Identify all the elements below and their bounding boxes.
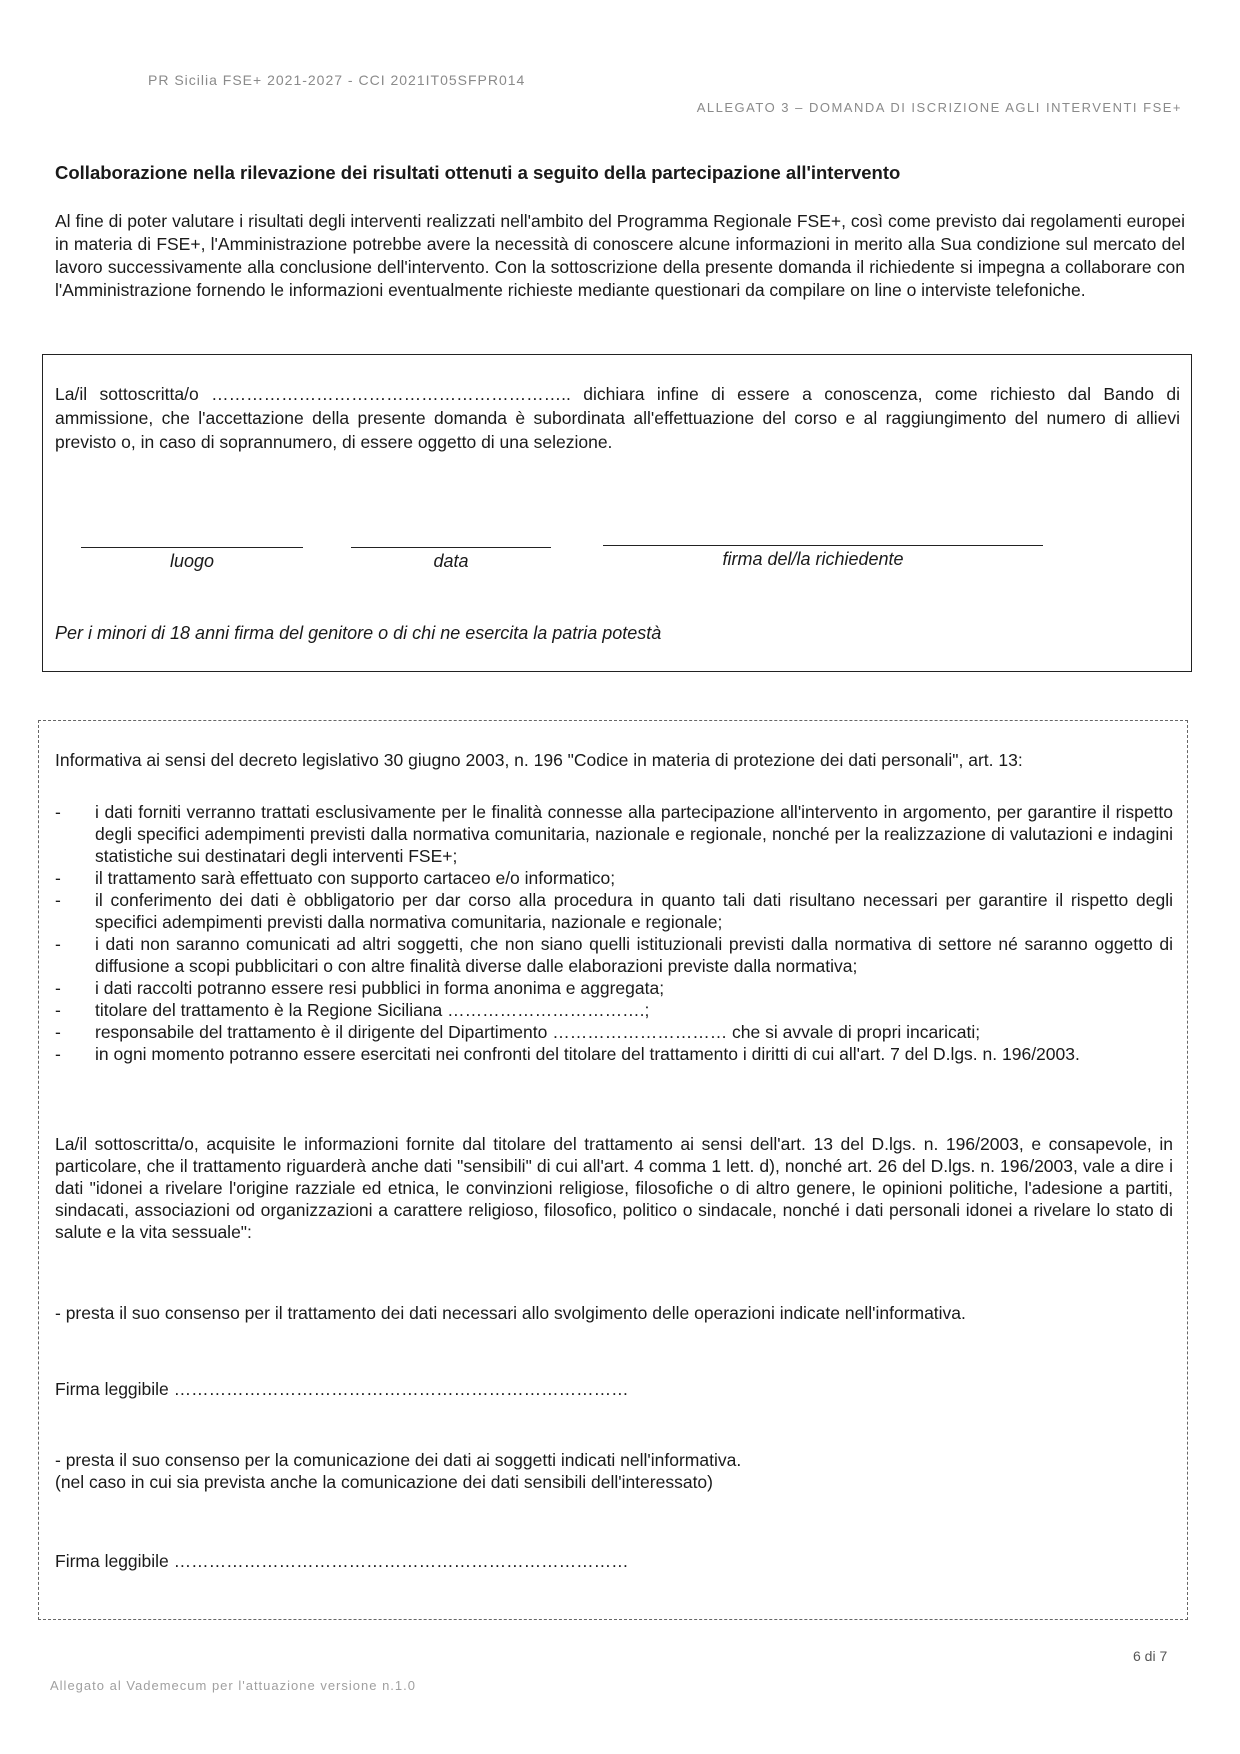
- page-number: 6 di 7: [1133, 1648, 1168, 1664]
- date-label: data: [433, 551, 469, 571]
- privacy-bullet-list: [55, 801, 1173, 1065]
- place-line[interactable]: [81, 547, 303, 548]
- section-body: Al fine di poter valutare i risultati degli interventi realizzati nell'ambito del Programma Regionale FSE+, così come previsto dai regolamenti europei in materia di FSE+, l'Amministrazione potrebbe avere la necessità di conoscere alcune informazioni in merito alla Sua condizione sul mercato del lavoro successivamente alla conclusione dell'intervento. Con la sottoscrizione della presente domanda il richiedente si impegna a collaborare con l'Amministrazione fornendo le informazioni eventualmente richieste mediante questionari da compilare on line o interviste telefoniche.: [55, 211, 1185, 300]
- list-item: - responsabile del trattamento è il dirigente del Dipartimento ………………………… che si avvale di propri incaricati;: [55, 1022, 981, 1042]
- header-annex-title: ALLEGATO 3 – DOMANDA DI ISCRIZIONE AGLI INTERVENTI FSE+: [696, 100, 1182, 115]
- list-item: - il conferimento dei dati è obbligatorio per dar corso alla procedura in quanto tali dati risultano necessari per garantire il rispetto degli specifici adempimenti previsti dalla normativa comunitaria, nazionale e regionale;: [55, 890, 1173, 932]
- privacy-intro: Informativa ai sensi del decreto legislativo 30 giugno 2003, n. 196 "Codice in materia di protezione dei dati personali", art. 13:: [55, 750, 1023, 770]
- privacy-box: [38, 720, 1188, 1620]
- consent-communication-line: - presta il suo consenso per la comunicazione dei dati ai soggetti indicati nell'informativa.: [55, 1450, 742, 1470]
- list-item: - i dati raccolti potranno essere resi pubblici in forma anonima e aggregata;: [55, 978, 665, 998]
- signature-field-communication[interactable]: Firma leggibile ……………………………………………………………………: [55, 1551, 629, 1571]
- list-item: - i dati non saranno comunicati ad altri soggetti, che non siano quelli istituzionali previsti dalla normativa di settore né saranno oggetto di diffusione a scopi pubblicitari o con altre finalità diverse dalle elaborazioni previste dalla normativa;: [55, 934, 1173, 976]
- list-item: - titolare del trattamento è la Regione Siciliana …………………………….;: [55, 1000, 650, 1020]
- list-item: - il trattamento sarà effettuato con supporto cartaceo e/o informatico;: [55, 868, 616, 888]
- consent-communication: [55, 1449, 741, 1493]
- footer-note: Allegato al Vademecum per l'attuazione versione n.1.0: [50, 1678, 416, 1693]
- list-item: - i dati forniti verranno trattati esclusivamente per le finalità connesse alla partecipazione all'intervento in argomento, per garantire il rispetto degli specifici adempimenti previsti dalla normativa comunitaria, nazionale e regionale, nonché per la realizzazione di valutazioni e indagini statistiche sui destinatari degli interventi FSE+;: [55, 802, 1173, 866]
- declaration-text: La/il sottoscritta/o …………………………………………………….. dichiara infine di essere a conoscenza, come richiesto dal Bando di ammissione, che l'accettazione della presente domanda è subordinata all'effettuazione del corso e al raggiungimento del numero di allievi previsto o, in caso di soprannumero, di essere oggetto di una selezione.: [55, 384, 1180, 452]
- minors-note: Per i minori di 18 anni firma del genitore o di chi ne esercita la patria potestà: [55, 623, 662, 643]
- consent-paragraph: La/il sottoscritta/o, acquisite le informazioni fornite dal titolare del trattamento ai sensi dell'art. 13 del D.lgs. n. 196/2003, e consapevole, in particolare, che il trattamento riguarderà anche dati "sensibili" di cui all'art. 4 comma 1 lett. d), nonché art. 26 del D.lgs. n. 196/2003, vale a dire i dati "idonei a rivelare l'origine razziale ed etnica, le convinzioni religiose, filosofiche o di altro genere, le opinioni politiche, l'adesione a partiti, sindacati, associazioni od organizzazioni a carattere religioso, filosofico, politico o sindacale, nonché i dati personali idonei a rivelare lo stato di salute e la vita sessuale":: [55, 1134, 1173, 1242]
- date-line[interactable]: [351, 547, 551, 548]
- signature-line[interactable]: [603, 545, 1043, 546]
- consent-treatment: - presta il suo consenso per il trattamento dei dati necessari allo svolgimento delle operazioni indicate nell'informativa.: [55, 1303, 966, 1323]
- list-item: - in ogni momento potranno essere esercitati nei confronti del titolare del trattamento i diritti di cui all'art. 7 del D.lgs. n. 196/2003.: [55, 1044, 1080, 1064]
- signature-label: firma del/la richiedente: [722, 549, 904, 569]
- place-label: luogo: [169, 551, 215, 571]
- signature-field-treatment[interactable]: Firma leggibile ……………………………………………………………………: [55, 1379, 629, 1399]
- section-title: Collaborazione nella rilevazione dei risultati ottenuti a seguito della partecipazione all'intervento: [55, 162, 901, 183]
- consent-communication-note: (nel caso in cui sia prevista anche la comunicazione dei dati sensibili dell'interessato): [55, 1472, 713, 1492]
- header-program-ref: PR Sicilia FSE+ 2021-2027 - CCI 2021IT05SFPR014: [148, 72, 526, 88]
- declaration-box: [42, 354, 1192, 672]
